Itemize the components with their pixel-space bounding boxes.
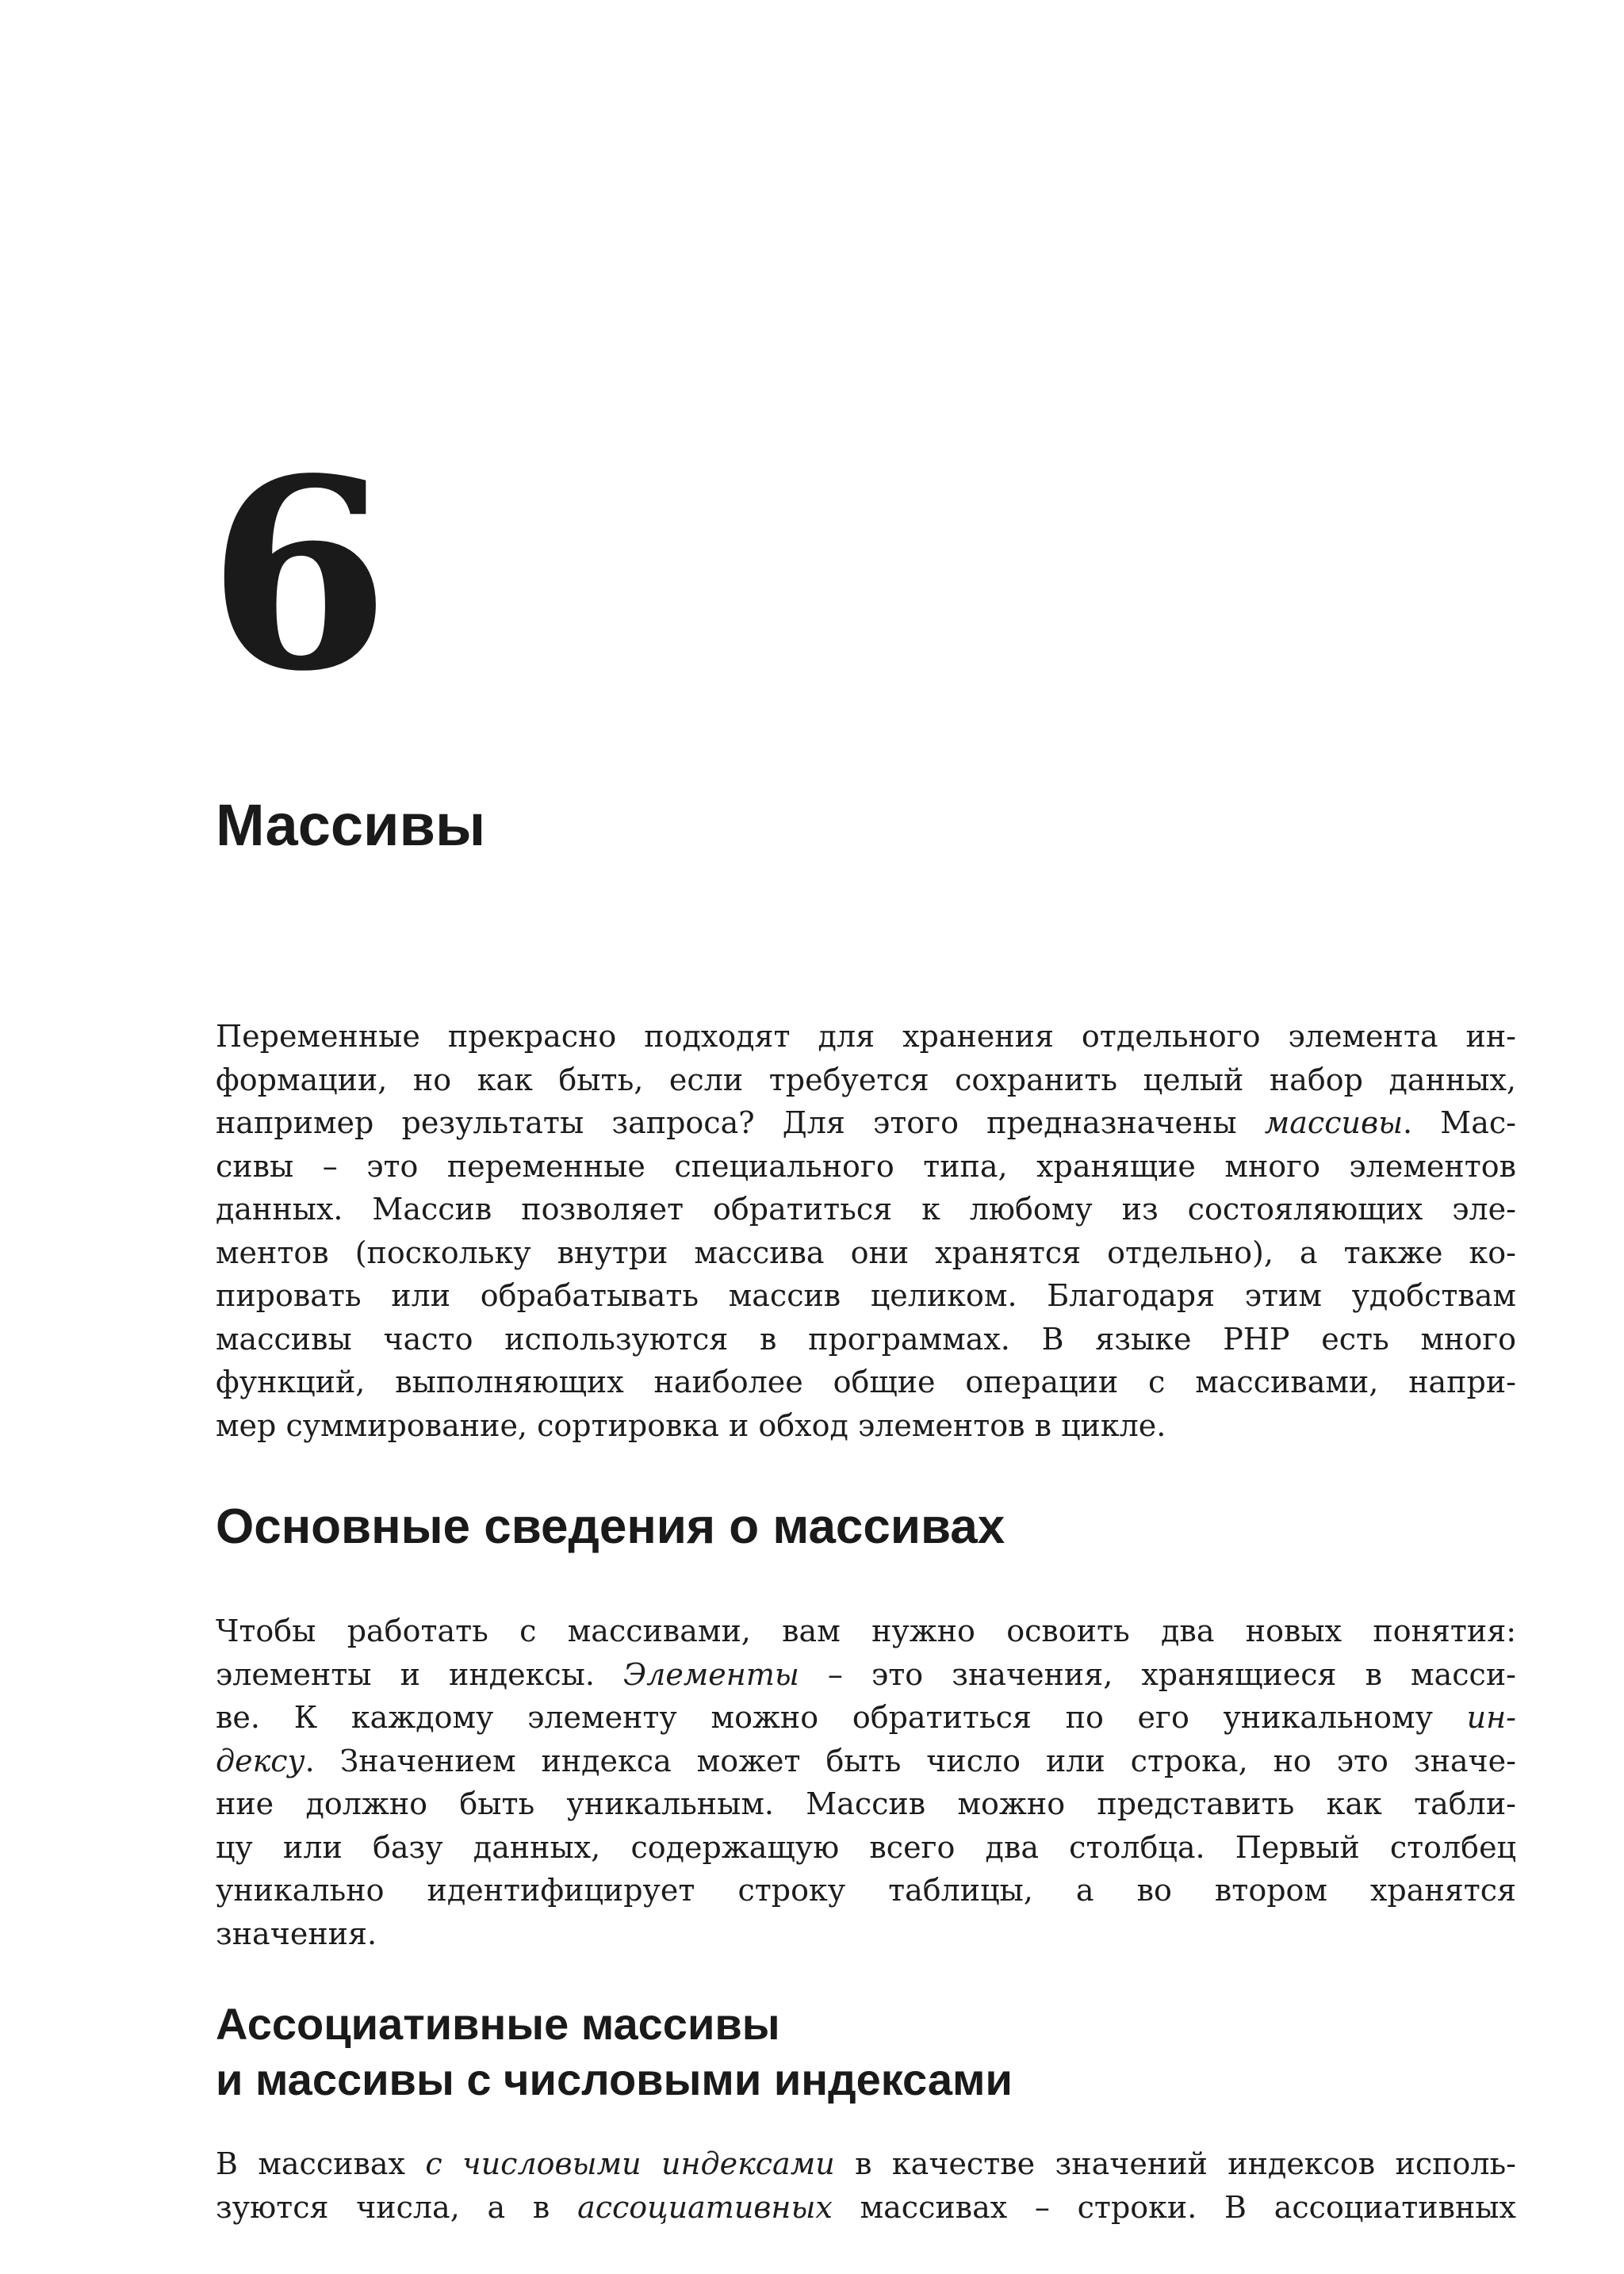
text-line: сивы – это переменные специального типа, хранящие много элементов	[216, 1148, 1516, 1184]
text-run: В массивах	[216, 2146, 426, 2181]
heading-line: Ассоциативные массивы	[216, 1999, 780, 2049]
text-line: цу или базу данных, содержащую всего два столбца. Первый столбец	[216, 1829, 1516, 1865]
text-line: уникально идентифицирует строку таблицы, а во втором хранятся	[216, 1873, 1516, 1908]
text-line: формации, но как быть, если требуется сохранить целый набор данных,	[216, 1062, 1516, 1097]
text-line: данных. Массив позволяет обратиться к любому из состояляющих эле-	[216, 1192, 1516, 1227]
intro-paragraph	[216, 1015, 1516, 1447]
assoc-paragraph	[216, 2142, 1516, 2229]
chapter-number: 6	[208, 421, 385, 729]
italic-term: с числовыми индексами	[425, 2146, 835, 2181]
text-line	[216, 1740, 1516, 1783]
text-run: . Значением индекса может быть число или строка, но это значе-	[304, 1743, 1516, 1778]
text-line: ние должно быть уникальным. Массив можно представить как табли-	[216, 1786, 1516, 1821]
heading-line: и массивы с числовыми индексами	[216, 2054, 1013, 2104]
text-line	[216, 1696, 1516, 1740]
text-run: элементы и индексы.	[216, 1656, 624, 1692]
text-line	[216, 2186, 1516, 2230]
chapter-title: Массивы	[216, 792, 486, 858]
section-heading: Основные сведения о массивах	[216, 1499, 1005, 1554]
text-run: . Мас-	[1403, 1105, 1516, 1140]
text-run: в качестве значений индексов исполь-	[834, 2146, 1517, 2181]
text-line: значения.	[216, 1916, 377, 1951]
text-run: зуются числа, а в	[216, 2189, 578, 2225]
text-line: ментов (поскольку внутри массива они хранятся отдельно), а также ко-	[216, 1235, 1516, 1270]
text-line: мер суммирование, сортировка и обход элементов в цикле.	[216, 1407, 1166, 1443]
text-line: массивы часто используются в программах. В языке PHP есть много	[216, 1321, 1516, 1357]
italic-term: ин-	[1466, 1700, 1516, 1735]
text-line: Переменные прекрасно подходят для хранения отдельного элемента ин-	[216, 1019, 1516, 1054]
text-line: Чтобы работать с массивами, вам нужно освоить два новых понятия:	[216, 1614, 1516, 1648]
italic-term: ассоциативных	[577, 2189, 833, 2225]
italic-term: дексу	[216, 1743, 305, 1778]
italic-term: Элементы	[623, 1656, 799, 1692]
text-run: ве. К каждому элементу можно обратиться по его уникальному	[216, 1700, 1467, 1735]
text-line	[216, 1101, 1516, 1145]
text-line	[216, 1653, 1516, 1697]
text-run: например результаты запроса? Для этого предназначены	[216, 1105, 1265, 1140]
italic-term: массивы	[1264, 1105, 1404, 1140]
text-line	[216, 2142, 1516, 2186]
text-line: функций, выполняющих наиболее общие операции с массивами, напри-	[216, 1365, 1516, 1399]
text-run: – это значения, хранящиеся в масси-	[799, 1656, 1516, 1692]
subsection-heading	[216, 1996, 1516, 2107]
text-line: пировать или обрабатывать массив целиком. Благодаря этим удобствам	[216, 1278, 1516, 1313]
text-run: массивах – строки. В ассоциативных	[832, 2189, 1516, 2225]
basics-paragraph	[216, 1610, 1516, 1955]
